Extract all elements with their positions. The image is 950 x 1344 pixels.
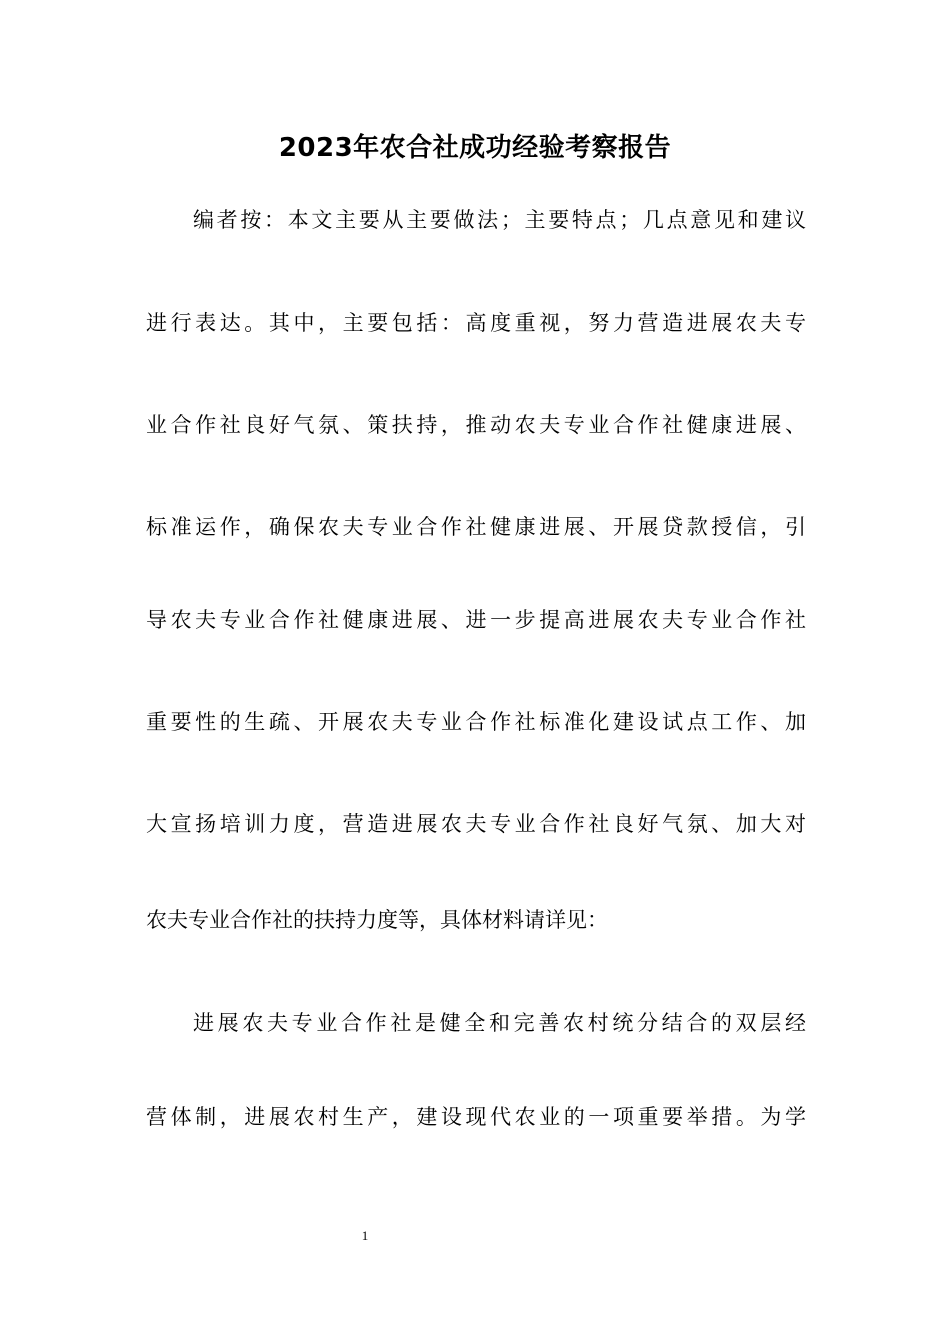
paragraph-line: 重要性的生疏、开展农夫专业合作社标准化建设试点工作、加 xyxy=(146,710,806,734)
paragraph-line: 标准运作，确保农夫专业合作社健康进展、开展贷款授信，引 xyxy=(146,515,806,539)
paragraph-line: 营体制，进展农村生产，建设现代农业的一项重要举措。为学 xyxy=(146,1105,806,1129)
page-number: 1 xyxy=(361,1228,369,1243)
paragraph-line: 进行表达。其中，主要包括：高度重视，努力营造进展农夫专 xyxy=(146,311,806,335)
paragraph-line: 导农夫专业合作社健康进展、进一步提高进展农夫专业合作社 xyxy=(146,608,806,632)
document-title: 2023年农合社成功经验考察报告 xyxy=(278,133,672,163)
paragraph-line: 大宣扬培训力度，营造进展农夫专业合作社良好气氛、加大对 xyxy=(146,812,806,836)
paragraph-line: 编者按：本文主要从主要做法；主要特点；几点意见和建议 xyxy=(193,208,806,232)
paragraph-line: 农夫专业合作社的扶持力度等，具体材料请详见： xyxy=(146,908,608,932)
paragraph-line: 业合作社良好气氛、策扶持，推动农夫专业合作社健康进展、 xyxy=(146,413,806,437)
paragraph-line: 进展农夫专业合作社是健全和完善农村统分结合的双层经 xyxy=(193,1011,806,1035)
